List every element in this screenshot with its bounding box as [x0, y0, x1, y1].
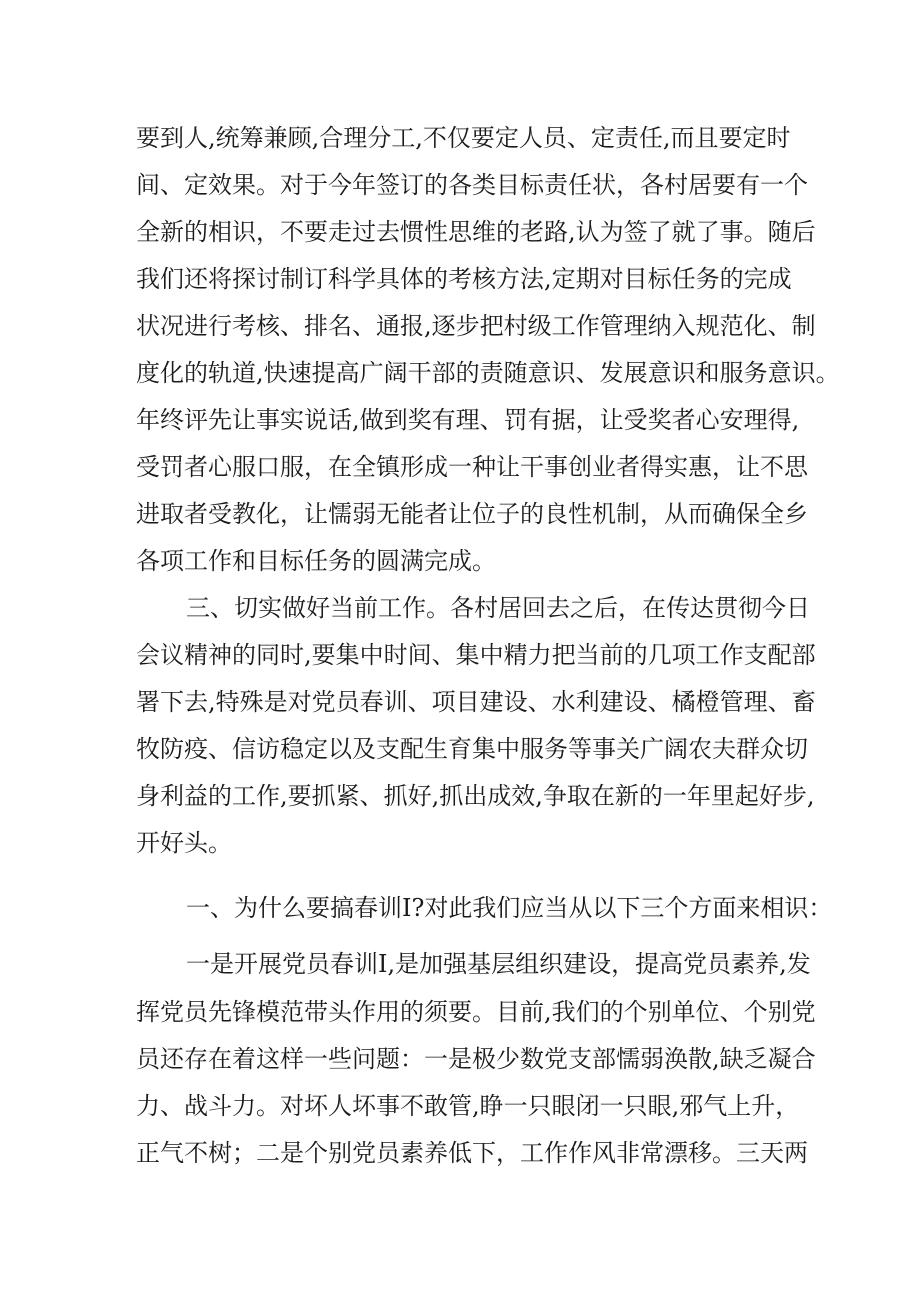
text-line-2: 间、定效果。对于今年签订的各类目标责任状，各村居要有一个 [136, 171, 808, 199]
text-line-11: 三、切实做好当前工作。各村居回去之后，在传达贯彻今日 [186, 594, 810, 622]
text-line-20: 员还存在着这样一些问题：一是极少数党支部懦弱涣散,缺乏凝合 [136, 1045, 816, 1073]
text-line-13: 署下去,特殊是对党员春训、项目建设、水利建设、橘橙管理、畜 [136, 688, 816, 716]
text-line-16: 开好头。 [136, 829, 232, 857]
text-line-6: 度化的轨道,快速提高广阔干部的责随意识、发展意识和服务意识。 [136, 359, 840, 387]
text-line-22: 正气不树；二是个别党员素养低下，工作作风非常漂移。三天两 [136, 1139, 808, 1167]
text-line-14: 牧防疫、信访稳定以及支配生育集中服务等事关广阔农夫群众切 [136, 735, 808, 763]
text-line-7: 年终评先让事实说话,做到奖有理、罚有据，让受奖者心安理得, [136, 406, 800, 434]
text-line-12: 会议精神的同时,要集中时间、集中精力把当前的几项工作支配部 [136, 641, 816, 669]
text-line-1: 要到人,统筹兼顾,合理分工,不仅要定人员、定责任,而且要定时 [136, 124, 791, 152]
text-line-9: 进取者受教化，让懦弱无能者让位子的良性机制，从而确保全乡 [136, 500, 808, 528]
text-line-17: 一、为什么要搞春训I?对此我们应当从以下三个方面来相识： [186, 894, 833, 922]
text-line-21: 力、战斗力。对坏人坏事不敢管,睁一只眼闭一只眼,邪气上升， [136, 1092, 800, 1120]
text-line-8: 受罚者心服口服，在全镇形成一种让干事创业者得实惠，让不思 [136, 453, 808, 481]
text-line-19: 挥党员先锋模范带头作用的须要。目前,我们的个别单位、个别党 [136, 998, 816, 1026]
text-line-10: 各项工作和目标任务的圆满完成。 [136, 547, 496, 575]
text-line-18: 一是开展党员春训I,是加强基层组织建设，提高党员素养,发 [186, 950, 811, 978]
text-line-3: 全新的相识，不要走过去惯性思维的老路,认为签了就了事。随后 [136, 218, 816, 246]
text-line-15: 身利益的工作,要抓紧、抓好,抓出成效,争取在新的一年里起好步, [136, 782, 815, 810]
text-line-5: 状况进行考核、排名、通报,逐步把村级工作管理纳入规范化、制 [136, 312, 816, 340]
text-line-4: 我们还将探讨制订科学具体的考核方法,定期对目标任务的完成 [136, 265, 792, 293]
